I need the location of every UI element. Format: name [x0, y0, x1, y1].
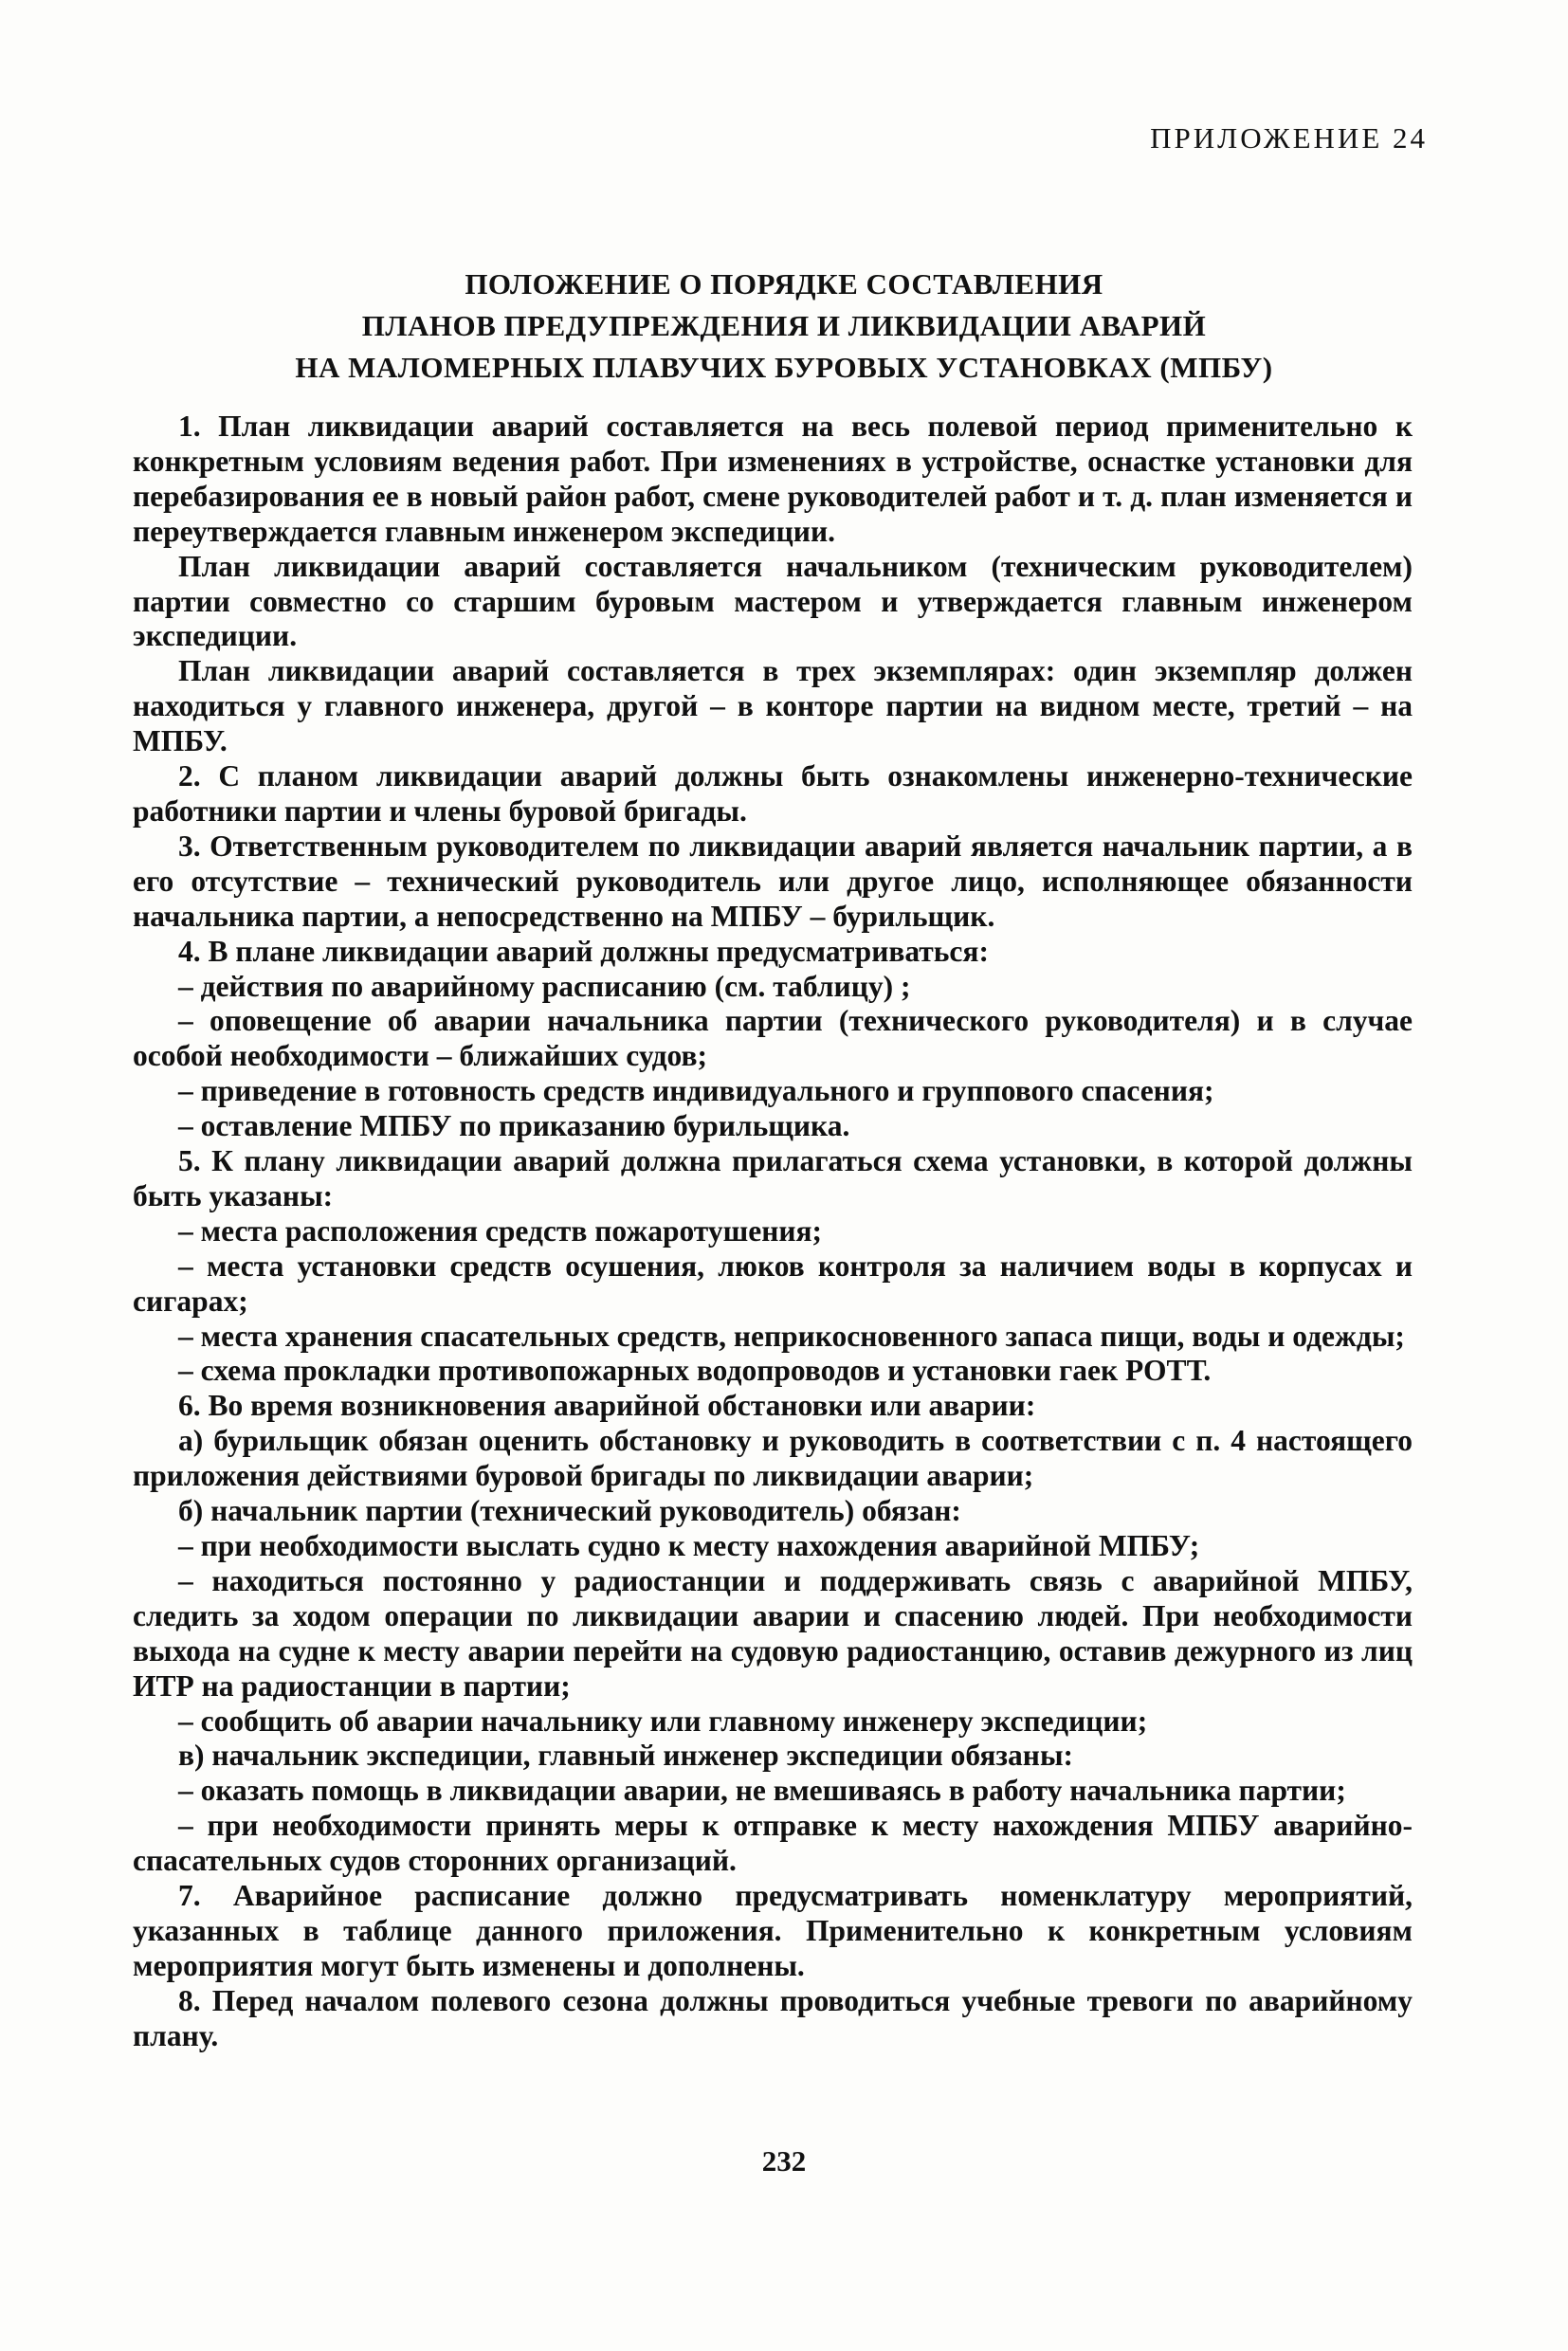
paragraph-9: 7. Аварийное расписание должно предусматривать номенклатуру мероприятий, указанных в таблице данного приложения. Применительно к конкретным условиям мероприятия могут быть изменены и дополнены.	[133, 1879, 1413, 1982]
title-line-2: ПЛАНОВ ПРЕДУПРЕЖДЕНИЯ И ЛИКВИДАЦИИ АВАРИЙ	[361, 309, 1207, 342]
paragraph-2: План ликвидации аварий составляется начальником (техническим руководителем) партии совместно со старшим буровым мастером и утверждается главным инженером экспедиции.	[133, 549, 1413, 653]
page-number: 232	[761, 2144, 807, 2178]
list-item: – оказать помощь в ликвидации аварии, не вмешиваясь в работу начальника партии;	[178, 1774, 1346, 1808]
list-item: – сообщить об аварии начальнику или главному инженеру экспедиции;	[178, 1704, 1148, 1738]
list-item: – находиться постоянно у радиостанции и поддерживать связь с аварийной МПБУ, следить за ходом операции по ликвидации аварии и спасению людей. При необходимости выхода на судне к месту аварии перейти на судовую радиостанцию, оставив дежурного из лиц ИТР на радиостанции в партии;	[133, 1563, 1413, 1703]
paragraph-1: 1. План ликвидации аварий составляется на весь полевой период применительно к конкретным условиям ведения работ. При изменениях в устройстве, оснастке установки для перебазирования ее в новый район работ, смене руководителей работ и т. д. план изменяется и переутверждается главным инженером экспедиции.	[133, 410, 1413, 548]
paragraph-5: 3. Ответственным руководителем по ликвидации аварий является начальник партии, а в его отсутствие – технический руководитель или другое лицо, исполняющее обязанности начальника партии, а непосредственно на МПБУ – бурильщик.	[133, 829, 1413, 933]
list-item: – оставление МПБУ по приказанию бурильщика.	[178, 1109, 850, 1143]
paragraph-7: 5. К плану ликвидации аварий должна прилагаться схема установки, в которой должны быть указаны:	[133, 1144, 1413, 1212]
appendix-label: ПРИЛОЖЕНИЕ 24	[1150, 121, 1428, 155]
list-item: – оповещение об аварии начальника партии (технического руководителя) и в случае особой необходимости – ближайших судов;	[133, 1004, 1413, 1073]
list-item: – приведение в готовность средств индивидуального и группового спасения;	[178, 1074, 1214, 1108]
paragraph-3: План ликвидации аварий составляется в трех экземплярах: один экземпляр должен находиться у главного инженера, другой – в конторе партии на видном месте, третий – на МПБУ.	[133, 654, 1413, 758]
list-item: – действия по аварийному расписанию (см. таблицу) ;	[178, 969, 911, 1003]
title-line-1: ПОЛОЖЕНИЕ О ПОРЯДКЕ СОСТАВЛЕНИЯ	[465, 267, 1103, 301]
sub-item-b: б) начальник партии (технический руководитель) обязан:	[178, 1494, 961, 1528]
paragraph-8: 6. Во время возникновения аварийной обстановки или аварии:	[178, 1389, 1036, 1423]
sub-item-v: в) начальник экспедиции, главный инженер экспедиции обязаны:	[178, 1739, 1074, 1773]
list-item: – при необходимости выслать судно к месту нахождения аварийной МПБУ;	[178, 1529, 1200, 1562]
document-body	[133, 410, 1413, 2054]
paragraph-6: 4. В плане ликвидации аварий должны предусматриваться:	[178, 934, 989, 968]
paragraph-4: 2. С планом ликвидации аварий должны быть ознакомлены инженерно-технические работники партии и члены буровой бригады.	[133, 759, 1413, 828]
list-item: – места установки средств осушения, люков контроля за наличием воды в корпусах и сигарах;	[133, 1248, 1413, 1318]
list-item: – при необходимости принять меры к отправке к месту нахождения МПБУ аварийно-спасательных судов сторонних организаций.	[133, 1809, 1413, 1878]
list-item: – схема прокладки противопожарных водопроводов и установки гаек РОТТ.	[178, 1354, 1212, 1388]
paragraph-10: 8. Перед началом полевого сезона должны проводиться учебные тревоги по аварийному плану.	[133, 1983, 1413, 2052]
sub-item-a: а) бурильщик обязан оценить обстановку и руководить в соответствии с п. 4 настоящего приложения действиями буровой бригады по ликвидации аварии;	[133, 1424, 1413, 1493]
title-line-3: НА МАЛОМЕРНЫХ ПЛАВУЧИХ БУРОВЫХ УСТАНОВКАХ (МПБУ)	[295, 351, 1273, 384]
list-item: – места хранения спасательных средств, неприкосновенного запаса пищи, воды и одежды;	[178, 1319, 1405, 1353]
list-item: – места расположения средств пожаротушения;	[178, 1213, 823, 1248]
document-title	[0, 264, 1568, 389]
